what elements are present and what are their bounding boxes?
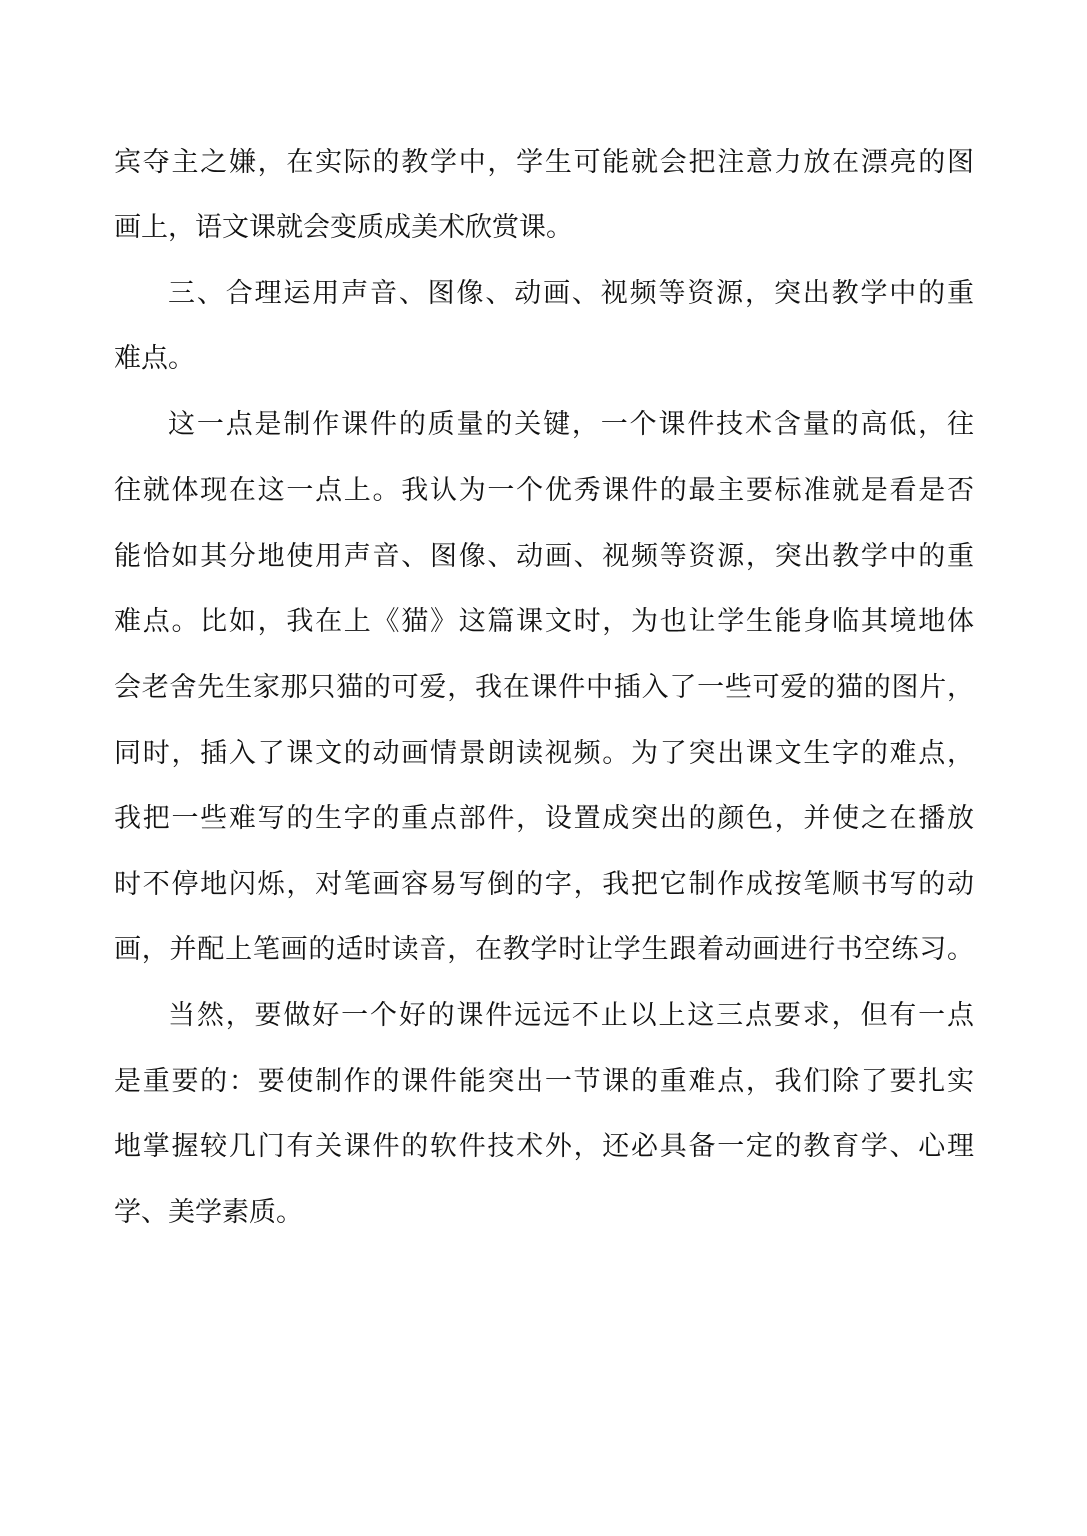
text-line: 宾夺主之嫌，在实际的教学中，学生可能就会把注意力放在漂亮的图 (114, 147, 974, 178)
text-line: 画，并配上笔画的适时读音，在教学时让学生跟着动画进行书空练习。 (114, 934, 974, 965)
text-line: 画上，语文课就会变质成美术欣赏课。 (114, 212, 573, 243)
text-line: 时不停地闪烁，对笔画容易写倒的字，我把它制作成按笔顺书写的动 (114, 869, 974, 900)
text-line: 能恰如其分地使用声音、图像、动画、视频等资源，突出教学中的重 (114, 541, 974, 572)
text-line: 我把一些难写的生字的重点部件，设置成突出的颜色，并使之在播放 (114, 803, 974, 834)
section-heading-line: 难点。 (114, 343, 195, 374)
section-heading-line: 三、合理运用声音、图像、动画、视频等资源，突出教学中的重 (168, 278, 974, 309)
text-line: 学、美学素质。 (114, 1197, 303, 1228)
text-line: 地掌握较几门有关课件的软件技术外，还必具备一定的教育学、心理 (114, 1131, 974, 1162)
text-line: 难点。比如，我在上《猫》这篇课文时，为也让学生能身临其境地体 (114, 606, 974, 637)
text-line: 这一点是制作课件的质量的关键，一个课件技术含量的高低，往 (168, 409, 974, 440)
text-line: 同时，插入了课文的动画情景朗读视频。为了突出课文生字的难点， (114, 738, 974, 769)
text-line: 会老舍先生家那只猫的可爱，我在课件中插入了一些可爱的猫的图片， (114, 672, 974, 703)
text-line: 当然，要做好一个好的课件远远不止以上这三点要求，但有一点 (168, 1000, 974, 1031)
text-line: 是重要的：要使制作的课件能突出一节课的重难点，我们除了要扎实 (114, 1066, 974, 1097)
text-line: 往就体现在这一点上。我认为一个优秀课件的最主要标准就是看是否 (114, 475, 974, 506)
